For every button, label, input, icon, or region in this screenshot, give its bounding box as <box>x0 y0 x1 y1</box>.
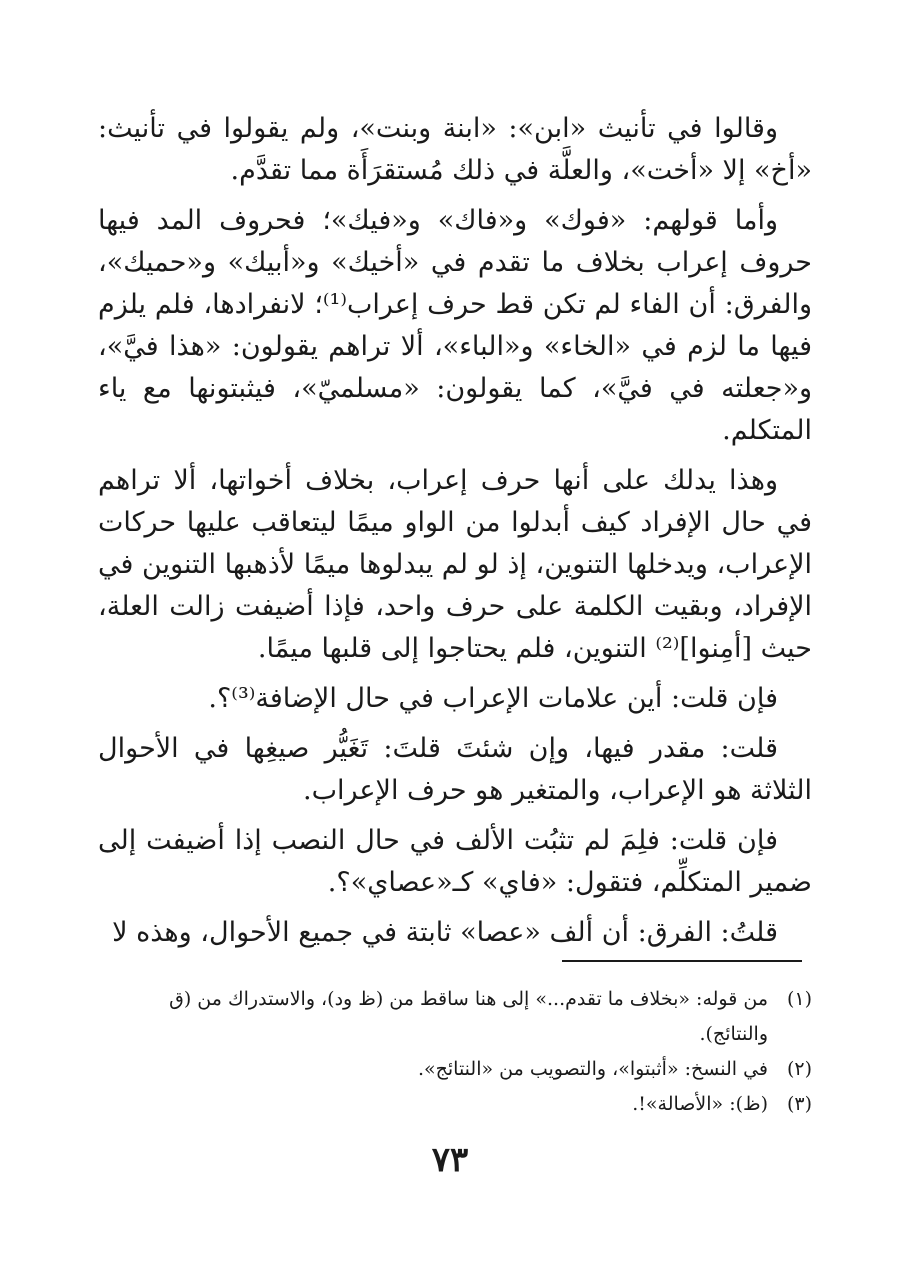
footnote-number: (٢) <box>786 1058 812 1080</box>
footnotes <box>98 982 812 1122</box>
paragraph: قلتُ: الفرق: أن ألف «عصا» ثابتة في جميع الأحوال، وهذه لا <box>112 917 778 948</box>
footnote-text: من قوله: «بخلاف ما تقدم...» إلى هنا ساقط من (ظ ود)، والاستدراك من (ق والنتائج). <box>169 988 768 1045</box>
footnote-text: (ظ): «الأصالة»!. <box>632 1093 768 1115</box>
footnote-text: في النسخ: «أثبتوا»، والتصويب من «النتائج». <box>417 1058 768 1080</box>
paragraph: وهذا يدلك على أنها حرف إعراب، بخلاف أخواتها، ألا تراهم في حال الإفراد كيف أبدلوا من الواو ميمًا ليتعاقب عليها حركات الإعراب، ويدخلها التنوين، إذ لو لم يبدلوها ميمًا لأذهبها التنوين في الإفراد، وبقيت الكلمة على حرف واحد، فإذا أضيفت زالت العلة، حيث [أمِنوا]⁽²⁾ التنوين، فلم يحتاجوا إلى قلبها ميمًا. <box>98 465 812 664</box>
paragraph: وقالوا في تأنيث «ابن»: «ابنة وبنت»، ولم يقولوا في تأنيث: «أخ» إلا «أخت»، والعلَّة في ذلك مُستقرَأَة مما تقدَّم. <box>98 113 812 186</box>
paragraph: وأما قولهم: «فوك» و«فاك» و«فيك»؛ فحروف المد فيها حروف إعراب بخلاف ما تقدم في «أخيك» و«أبيك» و«حميك»، والفرق: أن الفاء لم تكن قط حرف إعراب⁽¹⁾؛ لانفرادها، فلم يلزم فيها ما لزم في «الخاء» و«الباء»، ألا تراهم يقولون: «هذا فيَّ»، و«جعلته في فيَّ»، كما يقولون: «مسلميّ»، فيثبتونها مع ياء المتكلم. <box>98 205 812 446</box>
paragraph: فإن قلت: أين علامات الإعراب في حال الإضافة⁽³⁾؟. <box>208 683 778 714</box>
footnote-number: (٣) <box>786 1093 812 1115</box>
main-text <box>98 108 812 962</box>
page-number: ٧٣ <box>431 1140 469 1180</box>
footnote <box>98 1087 812 1122</box>
footnote <box>98 1052 812 1087</box>
footnote <box>98 982 812 1052</box>
footnote-divider <box>562 960 802 962</box>
paragraph: قلت: مقدر فيها، وإن شئتَ قلتَ: تَغَيُّر صيغِها في الأحوال الثلاثة هو الإعراب، والمتغير هو حرف الإعراب. <box>98 733 812 806</box>
paragraph: فإن قلت: فلِمَ لم تثبُت الألف في حال النصب إذا أضيفت إلى ضمير المتكلِّم، فتقول: «فاي» كـ«عصاي»؟. <box>98 825 812 898</box>
footnote-number: (١) <box>786 988 812 1010</box>
